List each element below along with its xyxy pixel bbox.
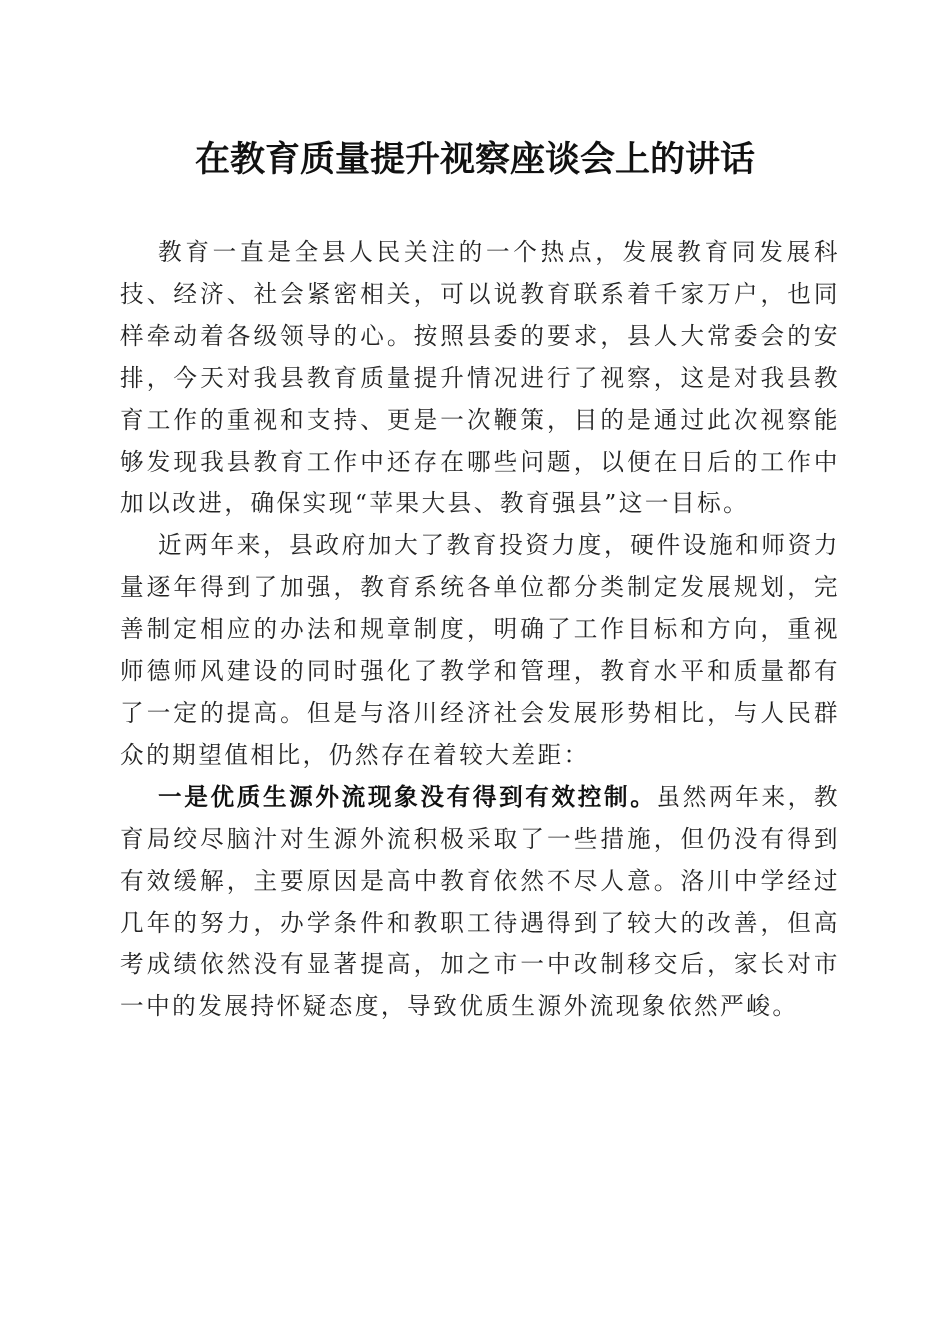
document-title: 在教育质量提升视察座谈会上的讲话 — [194, 139, 755, 180]
paragraph-3 — [120, 777, 840, 1028]
paragraph-3-text: 虽然两年来，教育局绞尽脑汁对生源外流积极采取了一些措施，但仍没有得到有效缓解，主要原因是高中教育依然不尽人意。洛川中学经过几年的努力，办学条件和教职工待遇得到了较大的改善，但高考成绩依然没有显著提高，加之市一中改制移交后，家长对市一中的发展持怀疑态度，导致优质生源外流现象依然严峻。 — [120, 782, 841, 1021]
paragraph-3-lead-heading: 一是优质生源外流现象没有得到有效控制。 — [158, 782, 657, 811]
document-body — [120, 232, 840, 1028]
paragraph-2-text: 近两年来，县政府加大了教育投资力度，硬件设施和师资力量逐年得到了加强，教育系统各单位都分类制定发展规划，完善制定相应的办法和规章制度，明确了工作目标和方向，重视师德师风建设的同时强化了教学和管理，教育水平和质量都有了一定的提高。但是与洛川经济社会发展形势相比，与人民群众的期望值相比，仍然存在着较大差距： — [120, 531, 840, 769]
paragraph-1-text: 教育一直是全县人民关注的一个热点，发展教育同发展科技、经济、社会紧密相关，可以说教育联系着千家万户，也同样牵动着各级领导的心。按照县委的要求，县人大常委会的安排，今天对我县教育质量提升情况进行了视察，这是对我县教育工作的重视和支持、更是一次鞭策，目的是通过此次视察能够发现我县教育工作中还存在哪些问题，以便在日后的工作中加以改进，确保实现“苹果大县、教育强县”这一目标。 — [120, 238, 840, 518]
paragraph-2 — [120, 525, 840, 776]
paragraph-1 — [120, 232, 840, 525]
